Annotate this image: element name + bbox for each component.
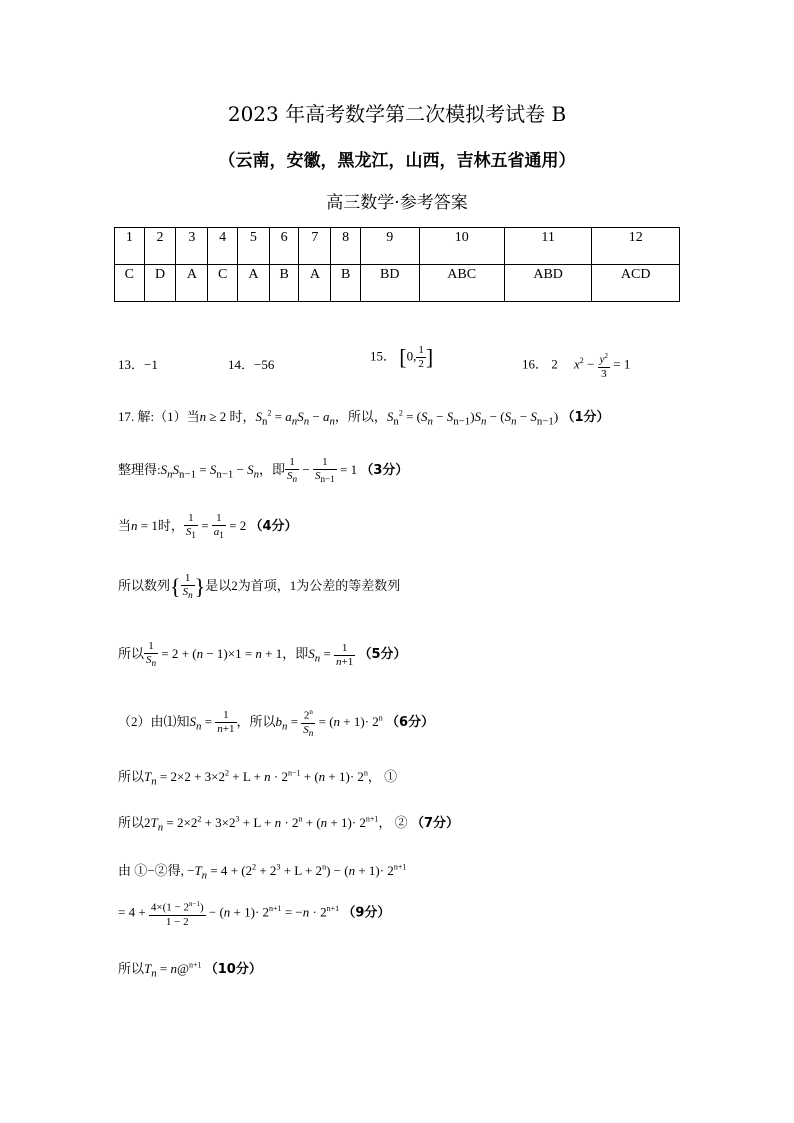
table-cell: A	[299, 265, 331, 302]
table-cell: C	[115, 265, 145, 302]
score-mark: （4分）	[249, 519, 298, 535]
table-cell: 5	[237, 228, 269, 265]
table-cell: ABC	[419, 265, 504, 302]
table-cell: 3	[176, 228, 208, 265]
q17-so: 所以	[118, 815, 145, 830]
table-cell: D	[144, 265, 176, 302]
score-mark: （10分）	[204, 962, 262, 977]
answer-15-label: 15．	[370, 348, 397, 364]
answer-number-row	[115, 228, 680, 265]
table-cell: 4	[208, 228, 238, 265]
answer-13: 13．−1	[118, 357, 158, 372]
q17-line-4: 所以数列{ $\frac{1}{S_n}$ }是以2为首项，1为公差的等差数列	[118, 572, 401, 601]
q17-line-8: 所以$2T_n = 2\times 2^2 + 3\times 2^3 + L + n \cdot 2^n + (n + 1)\cdot 2^{n+1}$， ② （7分）	[118, 814, 459, 834]
score-mark: （6分）	[386, 714, 435, 730]
answer-16-label: 16．	[522, 356, 549, 372]
q17-part2: （2）由⑴知	[118, 713, 190, 729]
q17-so: 所以	[118, 769, 145, 784]
table-cell: ABD	[504, 265, 592, 302]
page-subtitle: （云南，安徽，黑龙江，山西，吉林五省通用）	[218, 151, 576, 171]
answer-15: 15． [0, $\frac{1}{2}$ ]	[370, 344, 434, 370]
answer-16-value: 2	[551, 356, 558, 372]
table-cell: 1	[115, 228, 145, 265]
table-cell: A	[176, 265, 208, 302]
table-cell: B	[331, 265, 361, 302]
q17-intro: 17. 解:（1）当	[118, 409, 200, 424]
q17-from: 由 ①−②得,	[118, 863, 184, 878]
table-cell: 6	[269, 228, 299, 265]
q17-line-5: 所以 $\frac{1}{S_n}$ = 2 + (n − 1)×1 = n + 1，即$S_n$ = $\frac{1}{n+1}$ （5分）	[118, 640, 407, 669]
table-cell: BD	[360, 265, 419, 302]
table-cell: 9	[360, 228, 419, 265]
q17-seq-text: 是以2为首项，1为公差的等差数列	[205, 578, 401, 594]
table-cell: ACD	[592, 265, 680, 302]
q17-line-11: 所以$T_n$ = n@$^{n+1}$ （10分）	[118, 960, 262, 980]
q17-line-7: 所以$T_n = 2\times 2 + 3\times 2^2 + L + n \cdot 2^{n-1} + (n + 1)\cdot 2^n$， ①	[118, 768, 398, 788]
score-mark: （3分）	[360, 463, 409, 479]
answer-14: 14．−56	[228, 357, 275, 372]
score-mark: （1分）	[561, 410, 610, 425]
q17-line-9: 由 ①−②得, $-T_n = 4 + (2^2 + 2^3 + L + 2^n) - (n + 1)\cdot 2^{n+1}$	[118, 862, 407, 882]
answer-16: 16． 2 $x^2$ − $\frac{y^2}{3}$ = 1	[522, 352, 631, 380]
table-cell: C	[208, 265, 238, 302]
score-mark: （9分）	[342, 905, 391, 921]
q17-line-1: 17. 解:（1）当n ≥ 2 时，$S_n^2 = a_nS_n - a_n$，所以，$S_n^2 = (S_n - S_{n-1})S_n - (S_n - S_{n-1})$ （1分）	[118, 408, 610, 428]
table-cell: 10	[419, 228, 504, 265]
q17-so: 所以	[118, 961, 145, 976]
answer-table	[114, 227, 680, 302]
section-heading: 高三数学·参考答案	[326, 193, 468, 213]
table-cell: A	[237, 265, 269, 302]
q17-line-2: 整理得$:S_nS_{n-1} = S_{n-1} - S_n$，即 $\frac{1}{S_n}$ − $\frac{1}{S_{n-1}}$ = 1 （3分）	[118, 456, 409, 485]
table-cell: 11	[504, 228, 592, 265]
q17-line-3: 当n = 1时， $\frac{1}{S_1}$ = $\frac{1}{a_1}$ = 2 （4分）	[118, 512, 298, 541]
table-cell: 12	[592, 228, 680, 265]
page-title: 2023 年高考数学第二次模拟考试卷 B	[227, 102, 567, 126]
table-cell: 2	[144, 228, 176, 265]
q17-line-6: （2）由⑴知$S_n$ = $\frac{1}{n+1}$ ，所以$b_n$ = $\frac{2^n}{S_n}$ = $(n + 1)\cdot 2^n$ （6分）	[118, 708, 435, 738]
q17-so: 所以	[118, 646, 145, 662]
table-cell: 7	[299, 228, 331, 265]
score-mark: （7分）	[410, 816, 459, 831]
answer-letter-row	[115, 265, 680, 302]
q17-organize: 整理得:	[118, 462, 161, 478]
q17-so-seq: 所以数列	[118, 578, 171, 594]
q17-line-10: = 4 + $\frac{4\times(1 - 2^{n-1})}{1 - 2}$ − $(n + 1)\cdot 2^{n+1} = -n \cdot 2^{n+1}$ （9分）	[118, 900, 391, 928]
table-cell: 8	[331, 228, 361, 265]
score-mark: （5分）	[358, 647, 407, 663]
table-cell: B	[269, 265, 299, 302]
